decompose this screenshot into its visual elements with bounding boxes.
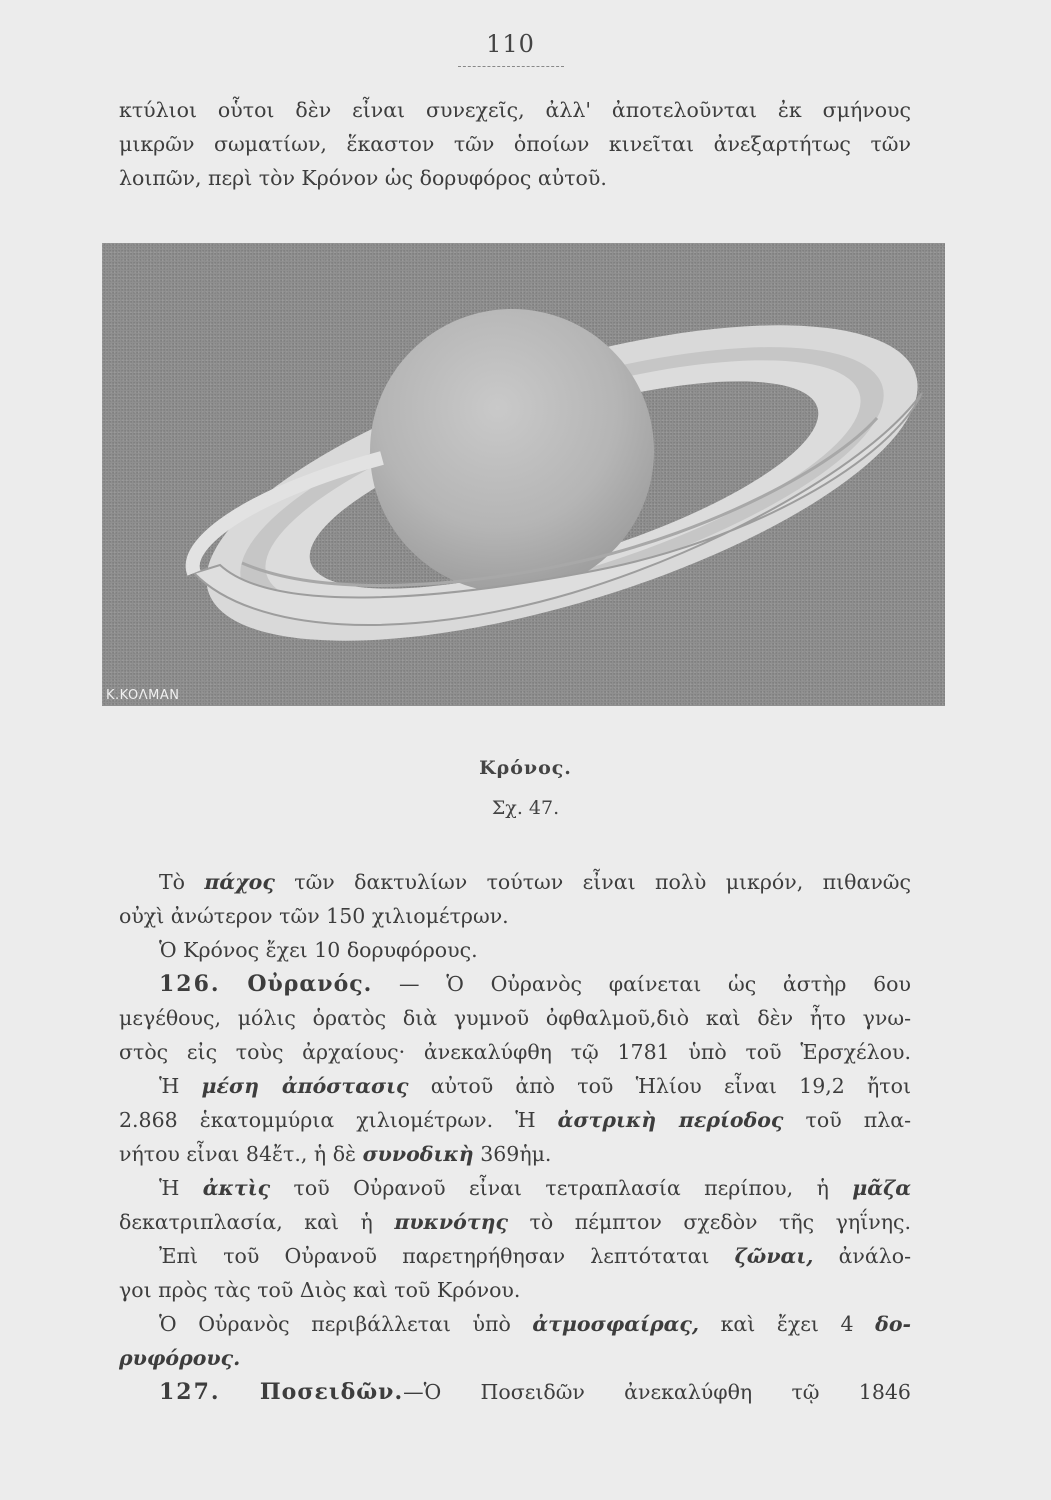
section-heading-line: 126. Οὐρανός. — Ὁ Οὐρανὸς φαίνεται ὡς ἀστὴρ 6ου bbox=[159, 971, 911, 997]
text-line: μικρῶν σωματίων, ἕκαστον τῶν ὁποίων κινεῖται ἀνεξαρτήτως τῶν bbox=[119, 132, 911, 156]
text-line: Ἐπὶ τοῦ Οὐρανοῦ παρετηρήθησαν λεπτόταται ζῶναι, ἀνάλο- bbox=[159, 1244, 911, 1268]
text-line: μεγέθους, μόλις ὁρατὸς διὰ γυμνοῦ ὀφθαλμοῦ,διὸ καὶ δὲν ἦτο γνω- bbox=[119, 1006, 911, 1030]
emphasis-term: ζῶναι, bbox=[734, 1244, 814, 1268]
emphasis-term: δο- bbox=[875, 1312, 911, 1336]
text-line: Ἡ μέση ἀπόστασις αὐτοῦ ἀπὸ τοῦ Ἡλίου εἶναι 19,2 ἤτοι bbox=[159, 1074, 911, 1098]
emphasis-term: ἀτμοσφαίρας, bbox=[532, 1312, 699, 1336]
section-title: Οὐρανός. bbox=[247, 971, 373, 997]
emphasis-term: μέση ἀπόστασις bbox=[201, 1074, 409, 1098]
section-heading-line: 127. Ποσειδῶν.—Ὁ Ποσειδῶν ἀνεκαλύφθη τῷ 1846 bbox=[159, 1379, 911, 1405]
saturn-globe bbox=[370, 309, 654, 593]
text-line: λοιπῶν, περὶ τὸν Κρόνον ὡς δορυφόρος αὐτοῦ. bbox=[119, 166, 607, 190]
emphasis-term: πάχος bbox=[204, 870, 275, 894]
text-line: Ὁ Οὐρανὸς περιβάλλεται ὑπὸ ἀτμοσφαίρας, καὶ ἔχει 4 δο- bbox=[159, 1312, 911, 1336]
section-title: Ποσειδῶν. bbox=[259, 1379, 404, 1405]
text-line: Τὸ πάχος τῶν δακτυλίων τούτων εἶναι πολὺ μικρόν, πιθανῶς bbox=[159, 870, 911, 894]
text-line: Ὁ Κρόνος ἔχει 10 δορυφόρους. bbox=[159, 938, 478, 962]
text-line: στὸς εἰς τοὺς ἀρχαίους· ἀνεκαλύφθη τῷ 1781 ὑπὸ τοῦ Ἑρσχέλου. bbox=[119, 1040, 911, 1064]
text-line: 2.868 ἑκατομμύρια χιλιομέτρων. Ἡ ἀστρικὴ περίοδος τοῦ πλα- bbox=[119, 1108, 911, 1132]
emphasis-term: πυκνότης bbox=[394, 1210, 508, 1234]
saturn-illustration bbox=[102, 243, 945, 706]
emphasis-term: ἀκτὶς bbox=[202, 1176, 271, 1200]
saturn-figure bbox=[102, 243, 945, 706]
emphasis-term: μᾶζα bbox=[852, 1176, 911, 1200]
text-line: δεκατριπλασία, καὶ ἡ πυκνότης τὸ πέμπτον σχεδὸν τῆς γηΐνης. bbox=[119, 1210, 911, 1234]
main-text bbox=[119, 865, 911, 1409]
text-line: κτύλιοι οὗτοι δὲν εἶναι συνεχεῖς, ἀλλ' ἀποτελοῦνται ἐκ σμήνους bbox=[119, 98, 911, 122]
section-number: 126. bbox=[159, 971, 221, 997]
emphasis-term: ἀστρικὴ περίοδος bbox=[557, 1108, 784, 1132]
text-line: νήτου εἶναι 84ἔτ., ἡ δὲ συνοδικὴ 369ἡμ. bbox=[119, 1142, 552, 1166]
page-number: 110 bbox=[486, 30, 535, 58]
artist-signature: K.KOΛMAN bbox=[106, 688, 180, 703]
text-line: Ἡ ἀκτὶς τοῦ Οὐρανοῦ εἶναι τετραπλασία περίπου, ἡ μᾶζα bbox=[159, 1176, 911, 1200]
figure-caption-title: Κρόνος. bbox=[479, 757, 572, 779]
page-number-rule bbox=[458, 66, 564, 67]
intro-paragraph bbox=[119, 93, 911, 195]
figure-caption-label: Σχ. 47. bbox=[491, 797, 560, 819]
section-number: 127. bbox=[159, 1379, 221, 1405]
text-line: οὐχὶ ἀνώτερον τῶν 150 χιλιομέτρων. bbox=[119, 904, 509, 928]
text-line: ρυφόρους. bbox=[119, 1346, 241, 1370]
text-line: γοι πρὸς τὰς τοῦ Διὸς καὶ τοῦ Κρόνου. bbox=[119, 1278, 521, 1302]
emphasis-term: συνοδικὴ bbox=[362, 1142, 474, 1166]
